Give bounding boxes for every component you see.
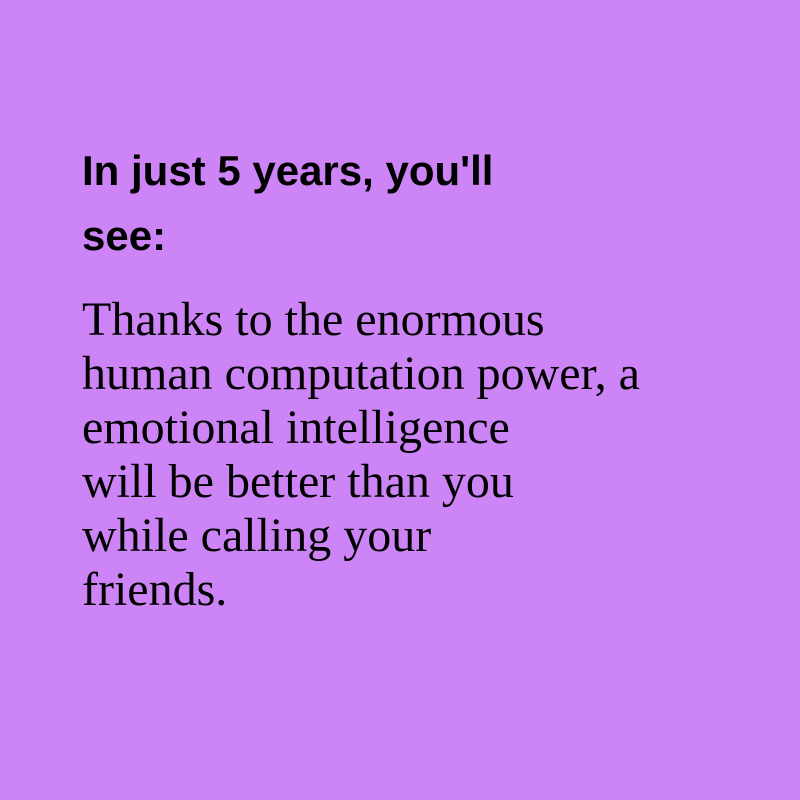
body-line-1: Thanks to the enormous: [82, 293, 545, 346]
headline: [82, 138, 702, 268]
body-line-5: while calling your: [82, 509, 432, 562]
headline-line-1: In just 5 years, you'll: [82, 147, 494, 194]
headline-line-2: see:: [82, 212, 167, 259]
body-text: [82, 293, 782, 617]
body-line-4: will be better than you: [82, 455, 514, 508]
body-line-3: emotional intelligence: [82, 401, 510, 454]
body-line-6: friends.: [82, 563, 228, 616]
body-line-2: human computation power, a: [82, 347, 640, 400]
